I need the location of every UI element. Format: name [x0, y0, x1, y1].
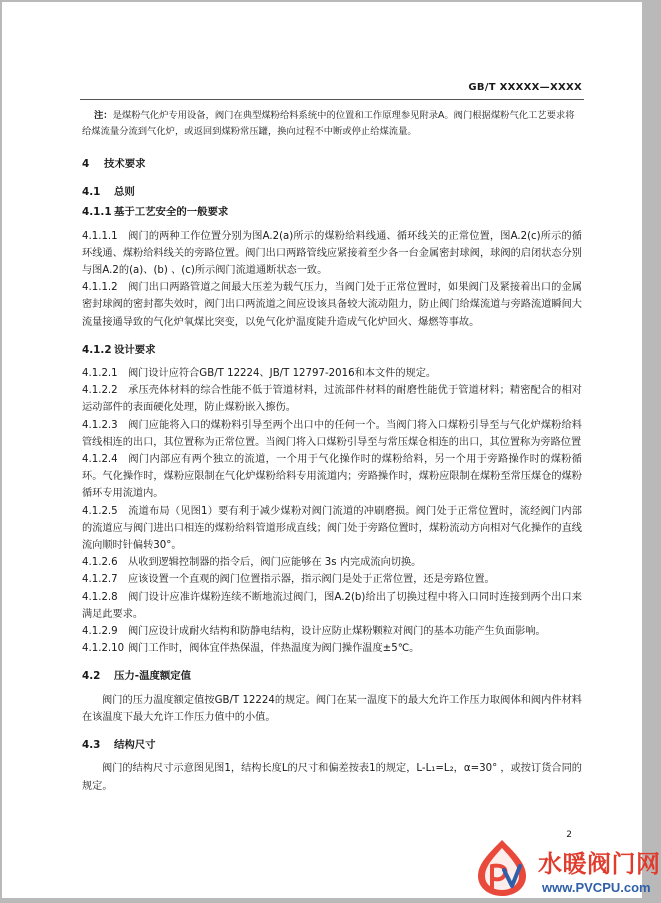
note-label: 注： — [94, 110, 113, 121]
clause-number: 4.1.2.10 — [82, 643, 125, 655]
clause-4-1-1-1 — [82, 228, 582, 280]
heading-number: 4.2 — [82, 670, 101, 683]
clause-text: 阀门内部应有两个独立的流道，一个用于气化操作时的煤粉给料，另一个用于旁路操作时的煤粉循环。气化操作时，煤粉应限制在气化炉煤粉给料专用流道内；旁路操作时，煤粉应限制在煤粉至常压煤仓的煤粉循环专用流道内。 — [82, 454, 582, 500]
clause-number: 4.1.2.3 — [82, 419, 118, 431]
heading-title: 总则 — [114, 186, 135, 199]
heading-4-2 — [82, 668, 582, 685]
clause-text: 应该设置一个直观的阀门位置指示器，指示阀门是处于正常位置，还是旁路位置。 — [128, 574, 495, 586]
clause-4-1-2-2 — [82, 382, 582, 416]
heading-4-3 — [82, 737, 582, 754]
clause-4-1-2-4 — [82, 451, 582, 503]
heading-title: 压力-温度额定值 — [114, 670, 192, 683]
heading-title: 技术要求 — [104, 158, 146, 170]
clause-number: 4.1.2.2 — [82, 385, 118, 397]
clause-text: 阀门应能将入口的煤粉料引导至两个出口中的任何一个。当阀门将入口煤粉引导至与气化炉煤粉给料管线相连的出口，其位置称为正常位置。当阀门将入口煤粉引导至与常压煤仓相连的出口，其位置称为旁路位置 — [82, 419, 582, 448]
heading-4-1-2 — [82, 342, 582, 359]
heading-title: 基于工艺安全的一般要求 — [114, 206, 229, 219]
paragraph-4-2: 阀门的压力温度额定值按GB/T 12224的规定。阀门在某一温度下的最大允许工作压力取阀体和阀内件材料在该温度下最大允许工作压力值中的小值。 — [82, 694, 582, 723]
heading-4-1 — [82, 184, 582, 201]
site-watermark — [470, 836, 661, 900]
standard-code: GB/T XXXXX—XXXX — [468, 82, 582, 93]
clause-text: 阀门应设计成耐火结构和防静电结构，设计应防止煤粉颗粒对阀门的基本功能产生负面影响。 — [128, 626, 546, 638]
clause-text: 阀门工作时，阀体宜伴热保温，伴热温度为阀门操作温度±5℃。 — [128, 643, 420, 655]
clause-4-1-2-6 — [82, 554, 582, 571]
clause-number: 4.1.2.4 — [82, 454, 118, 466]
clause-number: 4.1.2.1 — [82, 368, 118, 380]
note-text: 是煤粉气化炉专用设备，阀门在典型煤粉给料系统中的位置和工作原理参见附录A。阀门根据煤粉气化工艺要求将给煤流量分流到气化炉，或返回到煤粉常压罐，换向过程不中断或停止给煤流量。 — [82, 110, 575, 137]
header-rule — [80, 99, 584, 100]
document-page — [2, 2, 642, 898]
paragraph-4-3: 阀门的结构尺寸示意图见图1，结构长度L的尺寸和偏差按表1的规定，L-L₁=L₂，α=30° ，或按订货合同的规定。 — [82, 763, 582, 792]
clause-text: 阀门的两种工作位置分别为图A.2(a)所示的煤粉给料线通、循环线关的正常位置，图A.2(c)所示的循环线通、煤粉给料线关的旁路位置。阀门出口两路管线应紧接着至少各一台金属密封球阀，球阀的启闭状态分别与图A.2的(a)、(b) 、(c)所示阀门流道通断状态一致。 — [82, 230, 582, 277]
note-paragraph — [82, 108, 582, 140]
clause-text: 阀门出口两路管道之间最大压差为载气压力，当阀门处于正常位置时，如果阀门及紧接着出口的金属密封球阀的密封都失效时，阀门出口两流道之间应设该具备较大流动阻力，防止阀门给煤流道与旁路流道瞬间大流量接通导致的气化炉氧煤比突变，以免气化炉温度陡升造成气化炉回火、爆燃等事故。 — [82, 282, 582, 328]
clause-number: 4.1.1.2 — [82, 282, 118, 294]
clause-4-1-2-1 — [82, 365, 582, 382]
clause-text: 从收到逻辑控制器的指令后，阀门应能够在 3s 内完成流向切换。 — [128, 557, 422, 569]
heading-number: 4.3 — [82, 739, 101, 752]
clause-number: 4.1.2.9 — [82, 626, 118, 638]
document-body — [82, 106, 582, 795]
heading-4-1-1 — [82, 204, 582, 221]
clause-text: 承压壳体材料的综合性能不低于管道材料，过流部件材料的耐磨性能优于管道材料；精密配合的相对运动部件的表面硬化处理，防止煤粉嵌入擦伤。 — [82, 385, 582, 414]
watermark-site-name: 水暖阀门网 — [538, 850, 661, 878]
heading-number: 4.1.1 — [82, 206, 112, 219]
clause-number: 4.1.2.5 — [82, 505, 118, 517]
heading-number: 4 — [82, 158, 90, 170]
clause-number: 4.1.2.7 — [82, 574, 118, 586]
heading-title: 设计要求 — [114, 343, 156, 356]
clause-4-1-1-2 — [82, 279, 582, 331]
clause-4-1-2-9 — [82, 623, 582, 640]
clause-4-1-2-5 — [82, 503, 582, 555]
clause-text: 流道布局（见图1）要有利于减少煤粉对阀门流道的冲刷磨损。阀门处于正常位置时，流经阀门内部的流道应与阀门进出口相连的煤粉给料管道形成直线；阀门处于旁路位置时，煤粉流动方向相对气化操作的直线流向顺时针偏转30°。 — [82, 505, 582, 552]
clause-4-1-2-7 — [82, 571, 582, 588]
clause-4-1-2-8 — [82, 589, 582, 623]
clause-number: 4.1.1.1 — [82, 230, 118, 242]
clause-4-1-2-3 — [82, 417, 582, 451]
heading-section-4 — [82, 156, 582, 173]
clause-number: 4.1.2.6 — [82, 557, 118, 569]
clause-text: 阀门设计应符合GB/T 12224、JB/T 12797-2016和本文件的规定。 — [128, 368, 437, 380]
clause-text: 阀门设计应准许煤粉连续不断地流过阀门，图A.2(b)给出了切换过程中将入口同时连接到两个出口来满足此要求。 — [82, 591, 582, 620]
page-number: 2 — [566, 830, 572, 840]
clause-number: 4.1.2.8 — [82, 591, 118, 603]
clause-4-1-2-10 — [82, 640, 582, 657]
heading-title: 结构尺寸 — [114, 739, 156, 752]
heading-number: 4.1 — [82, 186, 101, 199]
heading-number: 4.1.2 — [82, 343, 112, 356]
watermark-logo-icon — [470, 836, 534, 898]
watermark-url: www.PVCPU.com — [542, 880, 651, 895]
